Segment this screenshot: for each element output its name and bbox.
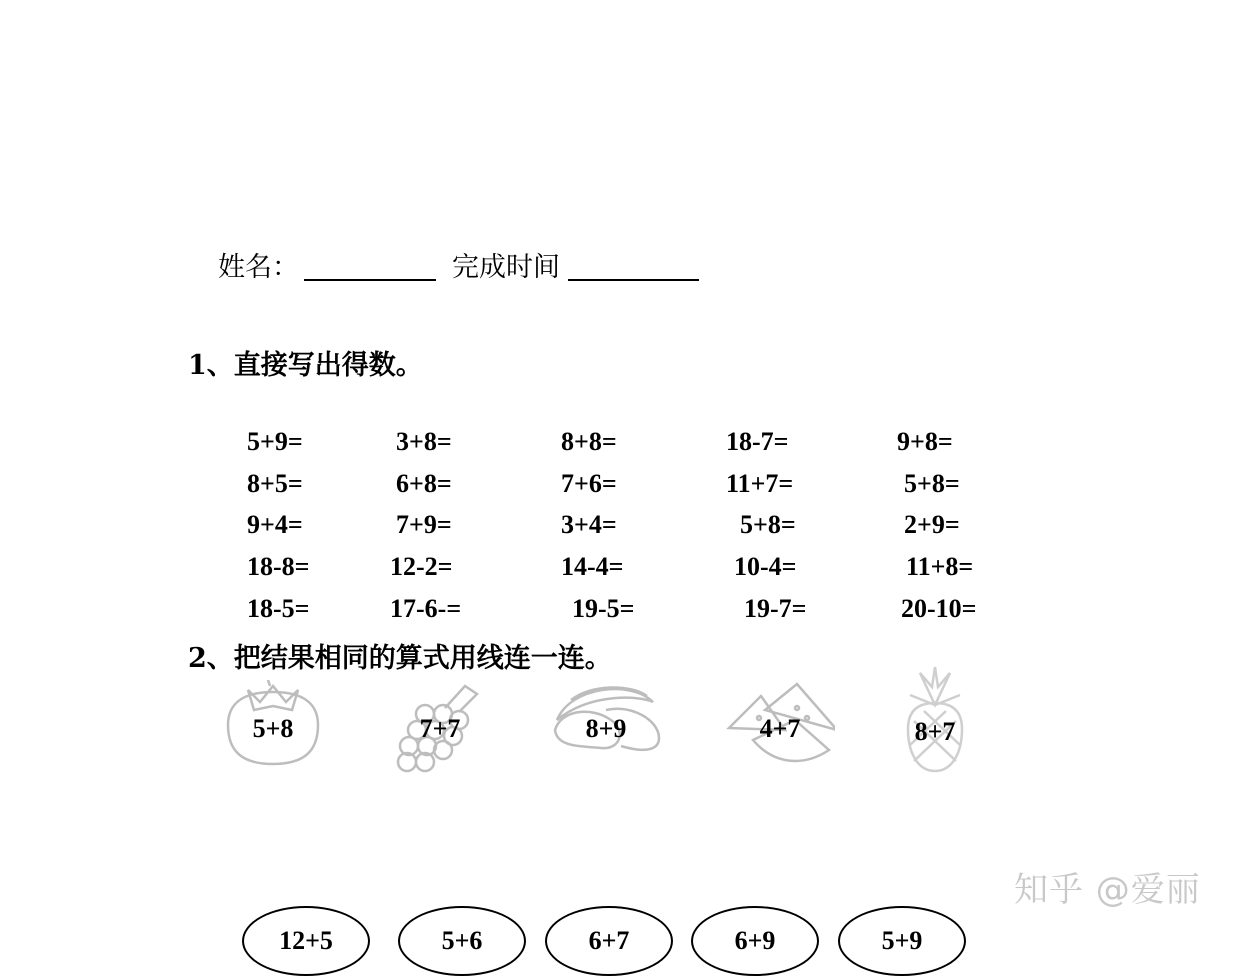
equation: 2+9= [904, 510, 960, 539]
equation: 3+4= [561, 510, 617, 539]
equation: 5+9= [247, 427, 303, 456]
equation: 3+8= [396, 427, 452, 456]
answer-ellipse[interactable] [242, 906, 370, 976]
equation: 5+8= [740, 510, 796, 539]
fruit-card-watermelon[interactable] [725, 680, 835, 775]
fruit-card-grapes[interactable] [385, 680, 495, 775]
equation: 19-5= [572, 594, 635, 623]
fruit-card-persimmon[interactable] [218, 680, 328, 775]
time-label: 完成时间 [452, 252, 560, 283]
fruit-card-pineapple[interactable] [880, 665, 990, 775]
fruit-card-papaya[interactable] [551, 680, 661, 775]
equation: 9+4= [247, 510, 303, 539]
name-blank[interactable] [304, 249, 436, 281]
equation: 5+8= [904, 469, 960, 498]
fruit-equation: 7+7 [419, 714, 461, 743]
equation: 7+6= [561, 469, 617, 498]
equation: 18-7= [726, 427, 789, 456]
section-1-title: 1、直接写出得数。 [188, 350, 423, 381]
equation: 8+8= [561, 427, 617, 456]
equation: 18-5= [247, 594, 310, 623]
equation: 18-8= [247, 552, 310, 581]
name-label: 姓名： [218, 252, 299, 283]
ellipse-equation: 6+9 [734, 926, 776, 955]
ellipse-equation: 6+7 [588, 926, 630, 955]
equation: 20-10= [901, 594, 977, 623]
equation: 7+9= [396, 510, 452, 539]
fruit-equation: 8+9 [585, 714, 627, 743]
equation: 14-4= [561, 552, 624, 581]
answer-ellipse[interactable] [838, 906, 966, 976]
equation: 11+8= [906, 552, 974, 581]
answer-ellipse[interactable] [691, 906, 819, 976]
fruit-equation: 4+7 [759, 714, 801, 743]
equation: 12-2= [390, 552, 453, 581]
equation: 11+7= [726, 469, 794, 498]
equation: 10-4= [734, 552, 797, 581]
answer-ellipse[interactable] [398, 906, 526, 976]
ellipse-equation: 12+5 [279, 926, 333, 955]
ellipse-equation: 5+9 [881, 926, 923, 955]
time-blank[interactable] [568, 249, 699, 281]
equation: 8+5= [247, 469, 303, 498]
equation: 19-7= [744, 594, 807, 623]
ellipse-equation: 5+6 [441, 926, 483, 955]
equation: 9+8= [897, 427, 953, 456]
fruit-equation: 8+7 [914, 717, 956, 746]
equation: 6+8= [396, 469, 452, 498]
section-2-title: 2、把结果相同的算式用线连一连。 [188, 643, 612, 674]
fruit-equation: 5+8 [252, 714, 294, 743]
answer-ellipse[interactable] [545, 906, 673, 976]
watermark: 知乎 @爱丽 [1014, 870, 1201, 910]
equation: 17-6-= [390, 594, 462, 623]
